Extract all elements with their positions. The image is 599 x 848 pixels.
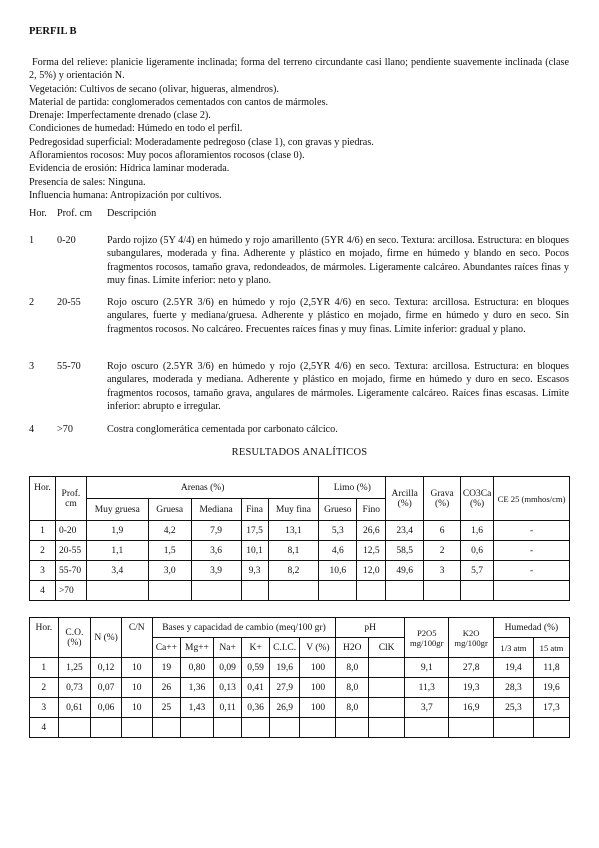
site-line: Vegetación: Cultivos de secano (olivar, higueras, almendros). [29, 83, 279, 95]
site-line: Material de partida: conglomerados cementados con cantos de mármoles. [29, 96, 329, 108]
subheader-muy-fina: Muy fina [268, 499, 319, 521]
p2o5-label: P2O5 mg/100gr [410, 627, 444, 648]
table-cell: 0,41 [242, 678, 269, 698]
horizon-description: Costra conglomerática cementada por carbonato cálcico. [107, 424, 338, 435]
table-cell: 5,3 [319, 521, 357, 541]
table-cell: 12,0 [357, 561, 386, 581]
table-cell [493, 718, 533, 738]
table-row [30, 698, 570, 718]
subheader-v: V (%) [300, 638, 336, 658]
site-line: Drenaje: Imperfectamente drenado (clase 2). [29, 110, 211, 122]
table-cell: 27,8 [449, 658, 493, 678]
table-cell: 0,11 [213, 698, 242, 718]
table-cell [121, 718, 152, 738]
subheader-k: K+ [242, 638, 269, 658]
header-grava [424, 477, 461, 521]
table-row [30, 581, 570, 601]
table-cell: - [494, 561, 570, 581]
table-cell: 10 [121, 698, 152, 718]
table-cell: 19,3 [449, 678, 493, 698]
subheader-cic: C.I.C. [269, 638, 300, 658]
table-cell: 10,6 [319, 561, 357, 581]
table-cell: 16,9 [449, 698, 493, 718]
horizon-row [0, 234, 599, 304]
table-cell: >70 [55, 581, 86, 601]
horizon-description: Rojo oscuro (2.5YR 3/6) en húmedo y rojo (2,5YR 4/6) en seco. Textura: arcillosa. Estructura: en bloques angulares, fuerte y mediana/gruesa. Adherente y plástico en mojado, firme en húmedo y duro en seco. Sin fragmentos rocosos. No calcáreo. Frecuentes raíces finas y muy finas. Límite inferior: gradual y plano. [107, 297, 569, 335]
table-cell [148, 581, 191, 601]
site-line: Forma del relieve: planicie ligeramente inclinada; forma del terreno circundante casi llano; pendiente suavemente inclinada (clase 2, 5%) y orientación N. [29, 57, 569, 82]
table-cell: 3,7 [405, 698, 449, 718]
table-cell: 6 [424, 521, 461, 541]
horizon-number: 1 [29, 235, 35, 246]
table-cell: 0,09 [213, 658, 242, 678]
n-label: N (%) [94, 632, 118, 643]
horizon-depth: 0-20 [57, 235, 76, 246]
table-cell [268, 581, 319, 601]
table-cell [91, 718, 122, 738]
table-cell: 0,80 [181, 658, 214, 678]
table-cell: 17,5 [241, 521, 268, 541]
table-cell: 0,73 [58, 678, 91, 698]
table-cell [494, 581, 570, 601]
horizon-header-prof: Prof. cm [57, 208, 93, 219]
table-cell: 19,6 [533, 678, 569, 698]
horizon-number: 3 [29, 361, 35, 372]
header-ce [494, 477, 570, 521]
site-line: Presencia de sales: Ninguna. [29, 176, 146, 188]
table-cell [319, 581, 357, 601]
table-cell: 23,4 [386, 521, 424, 541]
table-cell: 26,9 [269, 698, 300, 718]
subheader-na: Na+ [213, 638, 242, 658]
header-arenas: Arenas (%) [86, 477, 318, 499]
header-n [91, 618, 122, 658]
table-cell: 10 [121, 678, 152, 698]
table-cell: 4 [30, 718, 59, 738]
site-line: Evidencia de erosión: Hídrica laminar moderada. [29, 163, 230, 175]
table-cell [242, 718, 269, 738]
table-cell: 12,5 [357, 541, 386, 561]
table-cell: 2 [30, 541, 56, 561]
table-cell [191, 581, 241, 601]
table-cell: 0,36 [242, 698, 269, 718]
table-cell: 19,4 [493, 658, 533, 678]
table-cell: 17,3 [533, 698, 569, 718]
horizon-header-desc: Descripción [107, 208, 157, 219]
header-hor: Hor. [30, 618, 59, 638]
table-cell [461, 581, 494, 601]
table-cell: 0,12 [91, 658, 122, 678]
table-cell: 19 [152, 658, 181, 678]
table-cell: 100 [300, 698, 336, 718]
table-cell: - [494, 541, 570, 561]
table-cell: 0,6 [461, 541, 494, 561]
table-cell: 3,9 [191, 561, 241, 581]
subheader-fina: Fina [241, 499, 268, 521]
table-cell: 2 [30, 678, 59, 698]
table-cell: 4 [30, 581, 56, 601]
table-cell: 4,6 [319, 541, 357, 561]
co-label: C.O. (%) [65, 627, 84, 648]
table-cell [386, 581, 424, 601]
table-cell: 0,13 [213, 678, 242, 698]
subheader-grueso: Grueso [319, 499, 357, 521]
table-cell: 100 [300, 658, 336, 678]
table-cell [300, 718, 336, 738]
header-cn: C/N [121, 618, 152, 638]
table-cell: 8,0 [336, 678, 369, 698]
table-cell: 8,0 [336, 698, 369, 718]
table-cell [336, 718, 369, 738]
header-humedad: Humedad (%) [493, 618, 569, 638]
table-cell: 1,5 [148, 541, 191, 561]
table-cell: 0,59 [242, 658, 269, 678]
table-cell: 0,61 [58, 698, 91, 718]
subheader-ca: Ca++ [152, 638, 181, 658]
table-row [30, 561, 570, 581]
table-cell: 3 [30, 698, 59, 718]
subheader-mediana: Mediana [191, 499, 241, 521]
horizon-row [0, 360, 599, 420]
table-cell: 0-20 [55, 521, 86, 541]
table-cell: 2 [424, 541, 461, 561]
co3ca-label: CO3Ca (%) [462, 488, 492, 509]
header-p2o5 [405, 618, 449, 658]
header-co [58, 618, 91, 658]
granulometry-table [29, 476, 570, 601]
horizon-row [0, 296, 599, 356]
table-cell: 58,5 [386, 541, 424, 561]
header-bases: Bases y capacidad de cambio (meq/100 gr) [152, 618, 336, 638]
header-arcilla [386, 477, 424, 521]
subheader-h2o: H2O [336, 638, 369, 658]
chemistry-table [29, 617, 570, 738]
subheader-fino: Fino [357, 499, 386, 521]
subheader-muy-gruesa: Muy gruesa [86, 499, 148, 521]
table-cell: 25,3 [493, 698, 533, 718]
horizon-header-hor: Hor. [29, 208, 47, 219]
horizon-depth: 55-70 [57, 361, 81, 372]
site-description [29, 56, 569, 202]
header-k2o [449, 618, 493, 658]
table-cell: 19,6 [269, 658, 300, 678]
table-cell: 3 [424, 561, 461, 581]
site-line: Influencia humana: Antropización por cultivos. [29, 189, 222, 201]
table-cell: 3,0 [148, 561, 191, 581]
table-cell: 11,3 [405, 678, 449, 698]
table-cell [369, 658, 405, 678]
table-cell: 3,4 [86, 561, 148, 581]
table-cell: 8,1 [268, 541, 319, 561]
table-cell: 8,2 [268, 561, 319, 581]
table-cell [152, 718, 181, 738]
table-cell: 8,0 [336, 658, 369, 678]
horizon-depth: >70 [57, 424, 73, 435]
table-cell: 1,25 [58, 658, 91, 678]
table-cell [369, 678, 405, 698]
table-cell: 9,1 [405, 658, 449, 678]
site-line: Pedregosidad superficial: Moderadamente pedregoso (clase 1), con gravas y piedras. [29, 136, 374, 148]
subheader-13atm: 1/3 atm [493, 638, 533, 658]
table-cell: 0,06 [91, 698, 122, 718]
table-cell: 4,2 [148, 521, 191, 541]
table-cell: 100 [300, 678, 336, 698]
header-co3ca [461, 477, 494, 521]
table-cell: 7,9 [191, 521, 241, 541]
table-row [30, 658, 570, 678]
horizon-number: 2 [29, 297, 35, 308]
table-cell [424, 581, 461, 601]
table-cell: 1 [30, 521, 56, 541]
table-cell [241, 581, 268, 601]
site-line: Afloramientos rocosos: Muy pocos afloramientos rocosos (clase 0). [29, 150, 305, 162]
table-cell [405, 718, 449, 738]
k2o-label: K2O mg/100gr [454, 627, 488, 648]
arcilla-label: Arcilla (%) [391, 488, 418, 509]
site-line: Condiciones de humedad: Húmedo en todo el perfil. [29, 123, 243, 135]
horizon-depth: 20-55 [57, 297, 81, 308]
table-cell: 28,3 [493, 678, 533, 698]
table-cell: 27,9 [269, 678, 300, 698]
table-cell: 1 [30, 658, 59, 678]
table-cell: 3 [30, 561, 56, 581]
table-row [30, 718, 570, 738]
table-cell: 49,6 [386, 561, 424, 581]
table-cell: 1,9 [86, 521, 148, 541]
grava-label: Grava (%) [430, 488, 454, 509]
profile-title: PERFIL B [29, 26, 77, 37]
table-cell: 10 [121, 658, 152, 678]
horizon-description: Rojo oscuro (2.5YR 3/6) en húmedo y rojo (2,5YR 4/6) en seco. Textura: arcillosa. Estructura: en bloques angulares, moderada y mediana. Adherente y plástico en mojado, firme en húmedo y duro en seco. Escasos fragmentos rocosos, tamaño grava, angulares de mármoles. Ligeramente calcáreo. Raíces finas escasas. Límite inferior: abrupto e irregular. [107, 361, 569, 412]
table-cell: 1,36 [181, 678, 214, 698]
table-cell: 3,6 [191, 541, 241, 561]
table-cell [181, 718, 214, 738]
table-cell: 13,1 [268, 521, 319, 541]
table-cell: 26,6 [357, 521, 386, 541]
subheader-clk: ClK [369, 638, 405, 658]
horizon-number: 4 [29, 424, 35, 435]
horizon-row [0, 423, 599, 439]
subheader-gruesa: Gruesa [148, 499, 191, 521]
table-cell: 1,6 [461, 521, 494, 541]
table-cell [449, 718, 493, 738]
ce-label: CE 25 (mmhos/cm) [497, 493, 566, 504]
horizon-description: Pardo rojizo (5Y 4/4) en húmedo y rojo amarillento (5YR 4/6) en seco. Textura: arcillosa. Estructura: en bloques subangulares, moderada y fina. Adherente y plástico en mojado, firme en húmedo y blando en seco. Pocos fragmentos rocosos, tamaño grava, redondeados, de mármoles. Ligeramente calcáreo. Abundantes raíces finas y muy finas. Límite inferior: neto y plano. [107, 235, 569, 286]
header-limo: Limo (%) [319, 477, 386, 499]
section-title: RESULTADOS ANALÍTICOS [231, 447, 368, 458]
table-cell [369, 718, 405, 738]
table-cell [533, 718, 569, 738]
table-cell: 0,07 [91, 678, 122, 698]
table-cell: 25 [152, 698, 181, 718]
table-row [30, 521, 570, 541]
table-cell [357, 581, 386, 601]
table-cell: 55-70 [55, 561, 86, 581]
table-cell [213, 718, 242, 738]
table-cell: 1,1 [86, 541, 148, 561]
header-ph: pH [336, 618, 405, 638]
table-cell [369, 698, 405, 718]
subheader-15atm: 15 atm [533, 638, 569, 658]
table-cell: 1,43 [181, 698, 214, 718]
subheader-mg: Mg++ [181, 638, 214, 658]
table-cell: - [494, 521, 570, 541]
table-cell [58, 718, 91, 738]
table-cell: 9,3 [241, 561, 268, 581]
table-cell: 26 [152, 678, 181, 698]
table-cell: 10,1 [241, 541, 268, 561]
table-row [30, 541, 570, 561]
table-row [30, 678, 570, 698]
table-cell: 5,7 [461, 561, 494, 581]
table-cell: 20-55 [55, 541, 86, 561]
table-cell [269, 718, 300, 738]
header-hor: Hor. [30, 477, 56, 499]
header-prof: Prof. cm [55, 477, 86, 521]
table-cell [86, 581, 148, 601]
table-cell: 11,8 [533, 658, 569, 678]
